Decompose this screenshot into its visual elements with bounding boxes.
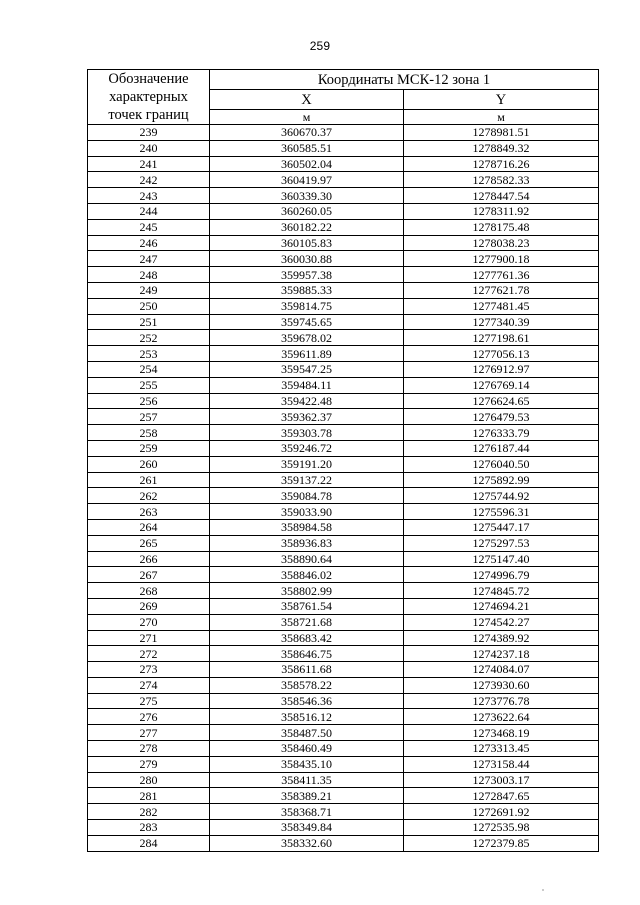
x-coordinate-cell: 358516.12 xyxy=(210,709,404,725)
point-number-cell: 248 xyxy=(88,267,210,283)
x-coordinate-cell: 358460.49 xyxy=(210,741,404,757)
table-row xyxy=(88,488,599,504)
y-coordinate-cell: 1276040.50 xyxy=(404,456,599,472)
point-number-cell: 254 xyxy=(88,361,210,377)
point-number-cell: 253 xyxy=(88,346,210,362)
table-row xyxy=(88,330,599,346)
x-column-header: X xyxy=(210,90,404,110)
table-row xyxy=(88,693,599,709)
point-number-cell: 278 xyxy=(88,741,210,757)
x-coordinate-cell: 358936.83 xyxy=(210,535,404,551)
point-number-cell: 247 xyxy=(88,251,210,267)
table-row xyxy=(88,456,599,472)
point-number-cell: 246 xyxy=(88,235,210,251)
y-coordinate-cell: 1274084.07 xyxy=(404,662,599,678)
y-coordinate-cell: 1272379.85 xyxy=(404,835,599,851)
table-row xyxy=(88,504,599,520)
point-number-cell: 267 xyxy=(88,567,210,583)
y-coordinate-cell: 1277198.61 xyxy=(404,330,599,346)
table-row xyxy=(88,519,599,535)
y-coordinate-cell: 1273003.17 xyxy=(404,772,599,788)
x-coordinate-cell: 358368.71 xyxy=(210,804,404,820)
y-coordinate-cell: 1273622.64 xyxy=(404,709,599,725)
point-number-cell: 260 xyxy=(88,456,210,472)
y-coordinate-cell: 1277481.45 xyxy=(404,298,599,314)
point-number-cell: 261 xyxy=(88,472,210,488)
point-number-cell: 266 xyxy=(88,551,210,567)
y-coordinate-cell: 1278447.54 xyxy=(404,188,599,204)
point-number-cell: 240 xyxy=(88,140,210,156)
point-number-cell: 243 xyxy=(88,188,210,204)
y-coordinate-cell: 1278716.26 xyxy=(404,156,599,172)
table-row xyxy=(88,725,599,741)
y-coordinate-cell: 1275596.31 xyxy=(404,504,599,520)
x-coordinate-cell: 360585.51 xyxy=(210,140,404,156)
point-number-cell: 239 xyxy=(88,125,210,141)
table-row xyxy=(88,267,599,283)
table-row xyxy=(88,440,599,456)
x-coordinate-cell: 358389.21 xyxy=(210,788,404,804)
table-row xyxy=(88,125,599,141)
y-coordinate-cell: 1276479.53 xyxy=(404,409,599,425)
table-row xyxy=(88,677,599,693)
point-number-cell: 249 xyxy=(88,282,210,298)
y-coordinate-cell: 1275447.17 xyxy=(404,519,599,535)
point-number-cell: 274 xyxy=(88,677,210,693)
y-coordinate-cell: 1272535.98 xyxy=(404,820,599,836)
y-column-header: Y xyxy=(404,90,599,110)
table-row xyxy=(88,598,599,614)
y-coordinate-cell: 1274237.18 xyxy=(404,646,599,662)
x-coordinate-cell: 360105.83 xyxy=(210,235,404,251)
table-row xyxy=(88,646,599,662)
x-coordinate-cell: 360260.05 xyxy=(210,203,404,219)
x-coordinate-cell: 358411.35 xyxy=(210,772,404,788)
y-coordinate-cell: 1275892.99 xyxy=(404,472,599,488)
y-coordinate-cell: 1273468.19 xyxy=(404,725,599,741)
table-body xyxy=(88,125,599,852)
table-row xyxy=(88,614,599,630)
table-row xyxy=(88,788,599,804)
x-coordinate-cell: 359033.90 xyxy=(210,504,404,520)
table-row xyxy=(88,583,599,599)
table-row xyxy=(88,741,599,757)
x-coordinate-cell: 360030.88 xyxy=(210,251,404,267)
table-row xyxy=(88,567,599,583)
point-number-cell: 242 xyxy=(88,172,210,188)
x-coordinate-cell: 358349.84 xyxy=(210,820,404,836)
table-row xyxy=(88,188,599,204)
point-number-cell: 262 xyxy=(88,488,210,504)
y-coordinate-cell: 1274542.27 xyxy=(404,614,599,630)
point-number-cell: 279 xyxy=(88,756,210,772)
table-row xyxy=(88,298,599,314)
x-coordinate-cell: 358761.54 xyxy=(210,598,404,614)
y-coordinate-cell: 1272847.65 xyxy=(404,788,599,804)
y-coordinate-cell: 1277621.78 xyxy=(404,282,599,298)
point-number-cell: 276 xyxy=(88,709,210,725)
y-coordinate-cell: 1273313.45 xyxy=(404,741,599,757)
x-coordinate-cell: 359547.25 xyxy=(210,361,404,377)
page-number: 259 xyxy=(309,39,331,53)
table-row xyxy=(88,709,599,725)
point-number-cell: 273 xyxy=(88,662,210,678)
x-coordinate-cell: 359137.22 xyxy=(210,472,404,488)
table-row xyxy=(88,219,599,235)
x-coordinate-cell: 358578.22 xyxy=(210,677,404,693)
x-coordinate-cell: 358984.58 xyxy=(210,519,404,535)
point-number-cell: 265 xyxy=(88,535,210,551)
table-row xyxy=(88,314,599,330)
point-number-cell: 283 xyxy=(88,820,210,836)
scan-artifact xyxy=(542,889,544,891)
table-row xyxy=(88,409,599,425)
y-coordinate-cell: 1276912.97 xyxy=(404,361,599,377)
point-number-cell: 268 xyxy=(88,583,210,599)
table-row xyxy=(88,772,599,788)
table-row xyxy=(88,140,599,156)
x-coordinate-cell: 360339.30 xyxy=(210,188,404,204)
x-coordinate-cell: 358802.99 xyxy=(210,583,404,599)
x-coordinate-cell: 360502.04 xyxy=(210,156,404,172)
table-row xyxy=(88,630,599,646)
y-unit-header: м xyxy=(404,110,599,125)
point-number-cell: 264 xyxy=(88,519,210,535)
y-coordinate-cell: 1278981.51 xyxy=(404,125,599,141)
table-row xyxy=(88,203,599,219)
x-coordinate-cell: 360182.22 xyxy=(210,219,404,235)
x-coordinate-cell: 360419.97 xyxy=(210,172,404,188)
x-coordinate-cell: 358646.75 xyxy=(210,646,404,662)
point-number-cell: 252 xyxy=(88,330,210,346)
y-coordinate-cell: 1278849.32 xyxy=(404,140,599,156)
point-number-cell: 251 xyxy=(88,314,210,330)
point-header-line-3: точек границ xyxy=(108,107,189,123)
y-coordinate-cell: 1274694.21 xyxy=(404,598,599,614)
y-coordinate-cell: 1278582.33 xyxy=(404,172,599,188)
table-row xyxy=(88,282,599,298)
point-number-cell: 255 xyxy=(88,377,210,393)
y-coordinate-cell: 1278038.23 xyxy=(404,235,599,251)
x-coordinate-cell: 359422.48 xyxy=(210,393,404,409)
table-row xyxy=(88,172,599,188)
point-header-line-2: характерных xyxy=(109,89,188,105)
x-coordinate-cell: 359611.89 xyxy=(210,346,404,362)
table-row xyxy=(88,346,599,362)
x-coordinate-cell: 359885.33 xyxy=(210,282,404,298)
y-coordinate-cell: 1276333.79 xyxy=(404,425,599,441)
table-row xyxy=(88,820,599,836)
y-coordinate-cell: 1273158.44 xyxy=(404,756,599,772)
point-number-cell: 282 xyxy=(88,804,210,820)
header-row-group xyxy=(88,70,599,90)
x-coordinate-cell: 359957.38 xyxy=(210,267,404,283)
table-row xyxy=(88,361,599,377)
x-coordinate-cell: 359814.75 xyxy=(210,298,404,314)
y-coordinate-cell: 1274996.79 xyxy=(404,567,599,583)
x-coordinate-cell: 358332.60 xyxy=(210,835,404,851)
y-coordinate-cell: 1277056.13 xyxy=(404,346,599,362)
table-row xyxy=(88,551,599,567)
y-coordinate-cell: 1277900.18 xyxy=(404,251,599,267)
x-coordinate-cell: 358846.02 xyxy=(210,567,404,583)
table-row xyxy=(88,156,599,172)
x-coordinate-cell: 358435.10 xyxy=(210,756,404,772)
coordinates-table xyxy=(87,69,599,852)
x-coordinate-cell: 358546.36 xyxy=(210,693,404,709)
table-row xyxy=(88,804,599,820)
table-row xyxy=(88,235,599,251)
point-number-cell: 280 xyxy=(88,772,210,788)
table-row xyxy=(88,393,599,409)
x-unit-header: м xyxy=(210,110,404,125)
y-coordinate-cell: 1276187.44 xyxy=(404,440,599,456)
y-coordinate-cell: 1276624.65 xyxy=(404,393,599,409)
point-number-cell: 272 xyxy=(88,646,210,662)
point-number-cell: 258 xyxy=(88,425,210,441)
table-row xyxy=(88,425,599,441)
table-row xyxy=(88,756,599,772)
point-number-cell: 281 xyxy=(88,788,210,804)
y-coordinate-cell: 1273930.60 xyxy=(404,677,599,693)
x-coordinate-cell: 358721.68 xyxy=(210,614,404,630)
point-number-cell: 263 xyxy=(88,504,210,520)
point-number-cell: 270 xyxy=(88,614,210,630)
point-number-cell: 271 xyxy=(88,630,210,646)
table-row xyxy=(88,835,599,851)
point-number-cell: 277 xyxy=(88,725,210,741)
x-coordinate-cell: 359745.65 xyxy=(210,314,404,330)
y-coordinate-cell: 1278311.92 xyxy=(404,203,599,219)
table-header xyxy=(88,70,599,125)
point-number-cell: 259 xyxy=(88,440,210,456)
point-number-cell: 245 xyxy=(88,219,210,235)
x-coordinate-cell: 358611.68 xyxy=(210,662,404,678)
x-coordinate-cell: 359191.20 xyxy=(210,456,404,472)
x-coordinate-cell: 359084.78 xyxy=(210,488,404,504)
coordinates-group-header: Координаты МСК-12 зона 1 xyxy=(210,70,599,90)
y-coordinate-cell: 1278175.48 xyxy=(404,219,599,235)
point-number-cell: 250 xyxy=(88,298,210,314)
y-coordinate-cell: 1274389.92 xyxy=(404,630,599,646)
table-row xyxy=(88,377,599,393)
point-number-cell: 275 xyxy=(88,693,210,709)
point-header-line-1: Обозначение xyxy=(108,71,189,87)
point-designation-header xyxy=(88,70,210,125)
point-number-cell: 256 xyxy=(88,393,210,409)
x-coordinate-cell: 359246.72 xyxy=(210,440,404,456)
point-number-cell: 241 xyxy=(88,156,210,172)
y-coordinate-cell: 1276769.14 xyxy=(404,377,599,393)
table-row xyxy=(88,662,599,678)
point-number-cell: 257 xyxy=(88,409,210,425)
x-coordinate-cell: 358890.64 xyxy=(210,551,404,567)
point-number-cell: 284 xyxy=(88,835,210,851)
x-coordinate-cell: 359484.11 xyxy=(210,377,404,393)
y-coordinate-cell: 1272691.92 xyxy=(404,804,599,820)
y-coordinate-cell: 1277761.36 xyxy=(404,267,599,283)
y-coordinate-cell: 1277340.39 xyxy=(404,314,599,330)
x-coordinate-cell: 359678.02 xyxy=(210,330,404,346)
x-coordinate-cell: 359303.78 xyxy=(210,425,404,441)
x-coordinate-cell: 359362.37 xyxy=(210,409,404,425)
point-number-cell: 269 xyxy=(88,598,210,614)
table-row xyxy=(88,251,599,267)
y-coordinate-cell: 1275744.92 xyxy=(404,488,599,504)
table-row xyxy=(88,535,599,551)
table-row xyxy=(88,472,599,488)
x-coordinate-cell: 360670.37 xyxy=(210,125,404,141)
y-coordinate-cell: 1275297.53 xyxy=(404,535,599,551)
point-number-cell: 244 xyxy=(88,203,210,219)
x-coordinate-cell: 358487.50 xyxy=(210,725,404,741)
y-coordinate-cell: 1273776.78 xyxy=(404,693,599,709)
y-coordinate-cell: 1274845.72 xyxy=(404,583,599,599)
x-coordinate-cell: 358683.42 xyxy=(210,630,404,646)
y-coordinate-cell: 1275147.40 xyxy=(404,551,599,567)
